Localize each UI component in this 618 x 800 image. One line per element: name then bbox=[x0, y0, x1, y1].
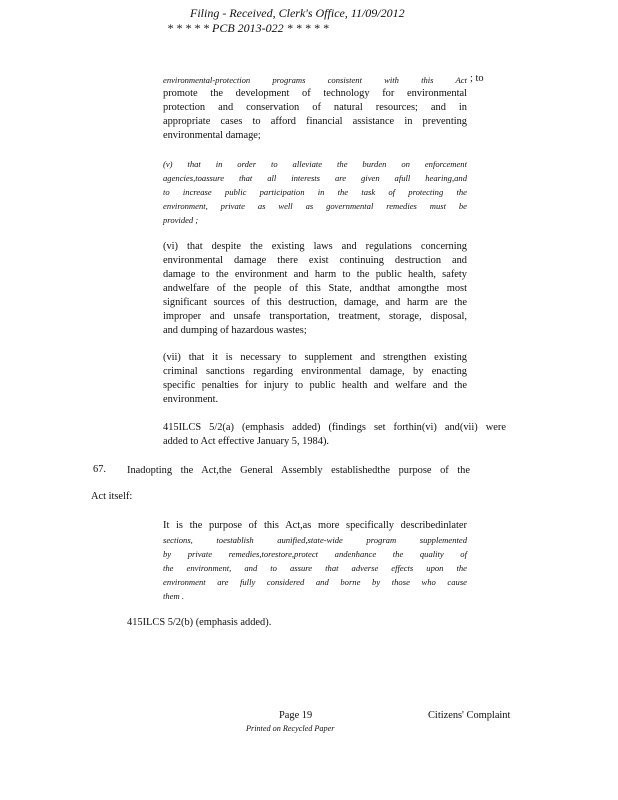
text-line: (vii) that it is necessary to supplement and strengthen existing bbox=[163, 352, 467, 363]
text-line: specific penalties for injury to public health and welfare and the bbox=[163, 380, 467, 391]
text-line: Inadopting the Act,the General Assembly establishedthe purpose of the bbox=[127, 465, 470, 476]
text-line: them . bbox=[163, 591, 185, 601]
text-line: damage to the environment and harm to the public health, safety bbox=[163, 269, 467, 280]
text-fragment: ; to bbox=[470, 73, 484, 84]
text-line: It is the purpose of this Act,as more specifically describedinlater bbox=[163, 520, 467, 531]
text-line: environment. bbox=[163, 394, 219, 405]
text-line: 415ILCS 5/2(a) (emphasis added) (findings set forthin(vi) and(vii) were bbox=[163, 422, 506, 433]
text-line: provided ; bbox=[163, 215, 199, 225]
text-line: environment are fully considered and borne by those who cause bbox=[163, 577, 467, 587]
citation-2a bbox=[163, 421, 506, 449]
text-line: the environment, and to assure that adverse effects upon the bbox=[163, 563, 467, 573]
quoted-paragraph-iv-tail bbox=[163, 73, 467, 143]
text-line: added to Act effective January 5, 1984). bbox=[163, 436, 330, 447]
text-line: agencies,toassure that all interests are given afull hearing,and bbox=[163, 173, 467, 183]
paragraph-67 bbox=[127, 464, 470, 478]
filing-stamp-line1: Filing - Received, Clerk's Office, 11/09/2012 bbox=[190, 6, 405, 20]
text-line: appropriate cases to afford financial assistance in preventing bbox=[163, 116, 467, 127]
citation-2b: 415ILCS 5/2(b) (emphasis added). bbox=[127, 617, 272, 628]
text-line: andwelfare of the people of this State, andthat amongthe most bbox=[163, 283, 467, 294]
document-title: Citizens' Complaint bbox=[428, 710, 511, 721]
text-line: protection and conservation of natural resources; and in bbox=[163, 102, 467, 113]
text-line: criminal sanctions regarding environmental damage, by enacting bbox=[163, 366, 467, 377]
quoted-paragraph-vii bbox=[163, 351, 467, 407]
text-line: Act itself: bbox=[91, 491, 133, 502]
text-line: environment, private as well as governmental remedies must be bbox=[163, 201, 467, 211]
text-line: significant sources of this destruction, damage, and harm are the bbox=[163, 297, 467, 308]
filing-stamp-line2: * * * * * PCB 2013-022 * * * * * bbox=[167, 21, 329, 35]
text-line: to increase public participation in the task of protecting the bbox=[163, 187, 467, 197]
text-line: environmental damage; bbox=[163, 130, 261, 141]
text-line: and dumping of hazardous wastes; bbox=[163, 325, 307, 336]
text-line: environmental damage there exist continuing destruction and bbox=[163, 255, 467, 266]
quoted-paragraph-vi bbox=[163, 240, 467, 338]
text-line: (vi) that despite the existing laws and regulations concerning bbox=[163, 241, 467, 252]
paragraph-number: 67. bbox=[93, 464, 106, 475]
page-number: Page 19 bbox=[279, 710, 313, 721]
text-line: improper and unsafe transportation, treatment, storage, disposal, bbox=[163, 311, 467, 322]
printed-note: Printed on Recycled Paper bbox=[246, 724, 335, 733]
text-line: sections, toestablish aunified,state-wide program supplemented bbox=[163, 535, 467, 545]
text-line: environmental-protection programs consistent with this Act bbox=[163, 75, 467, 85]
text-line: (v) that in order to alleviate the burden on enforcement bbox=[163, 159, 467, 169]
text-line: promote the development of technology for environmental bbox=[163, 88, 467, 99]
quoted-purpose bbox=[163, 519, 467, 603]
text-line: by private remedies,torestore,protect andenhance the quality of bbox=[163, 549, 467, 559]
quoted-paragraph-v bbox=[163, 157, 467, 227]
